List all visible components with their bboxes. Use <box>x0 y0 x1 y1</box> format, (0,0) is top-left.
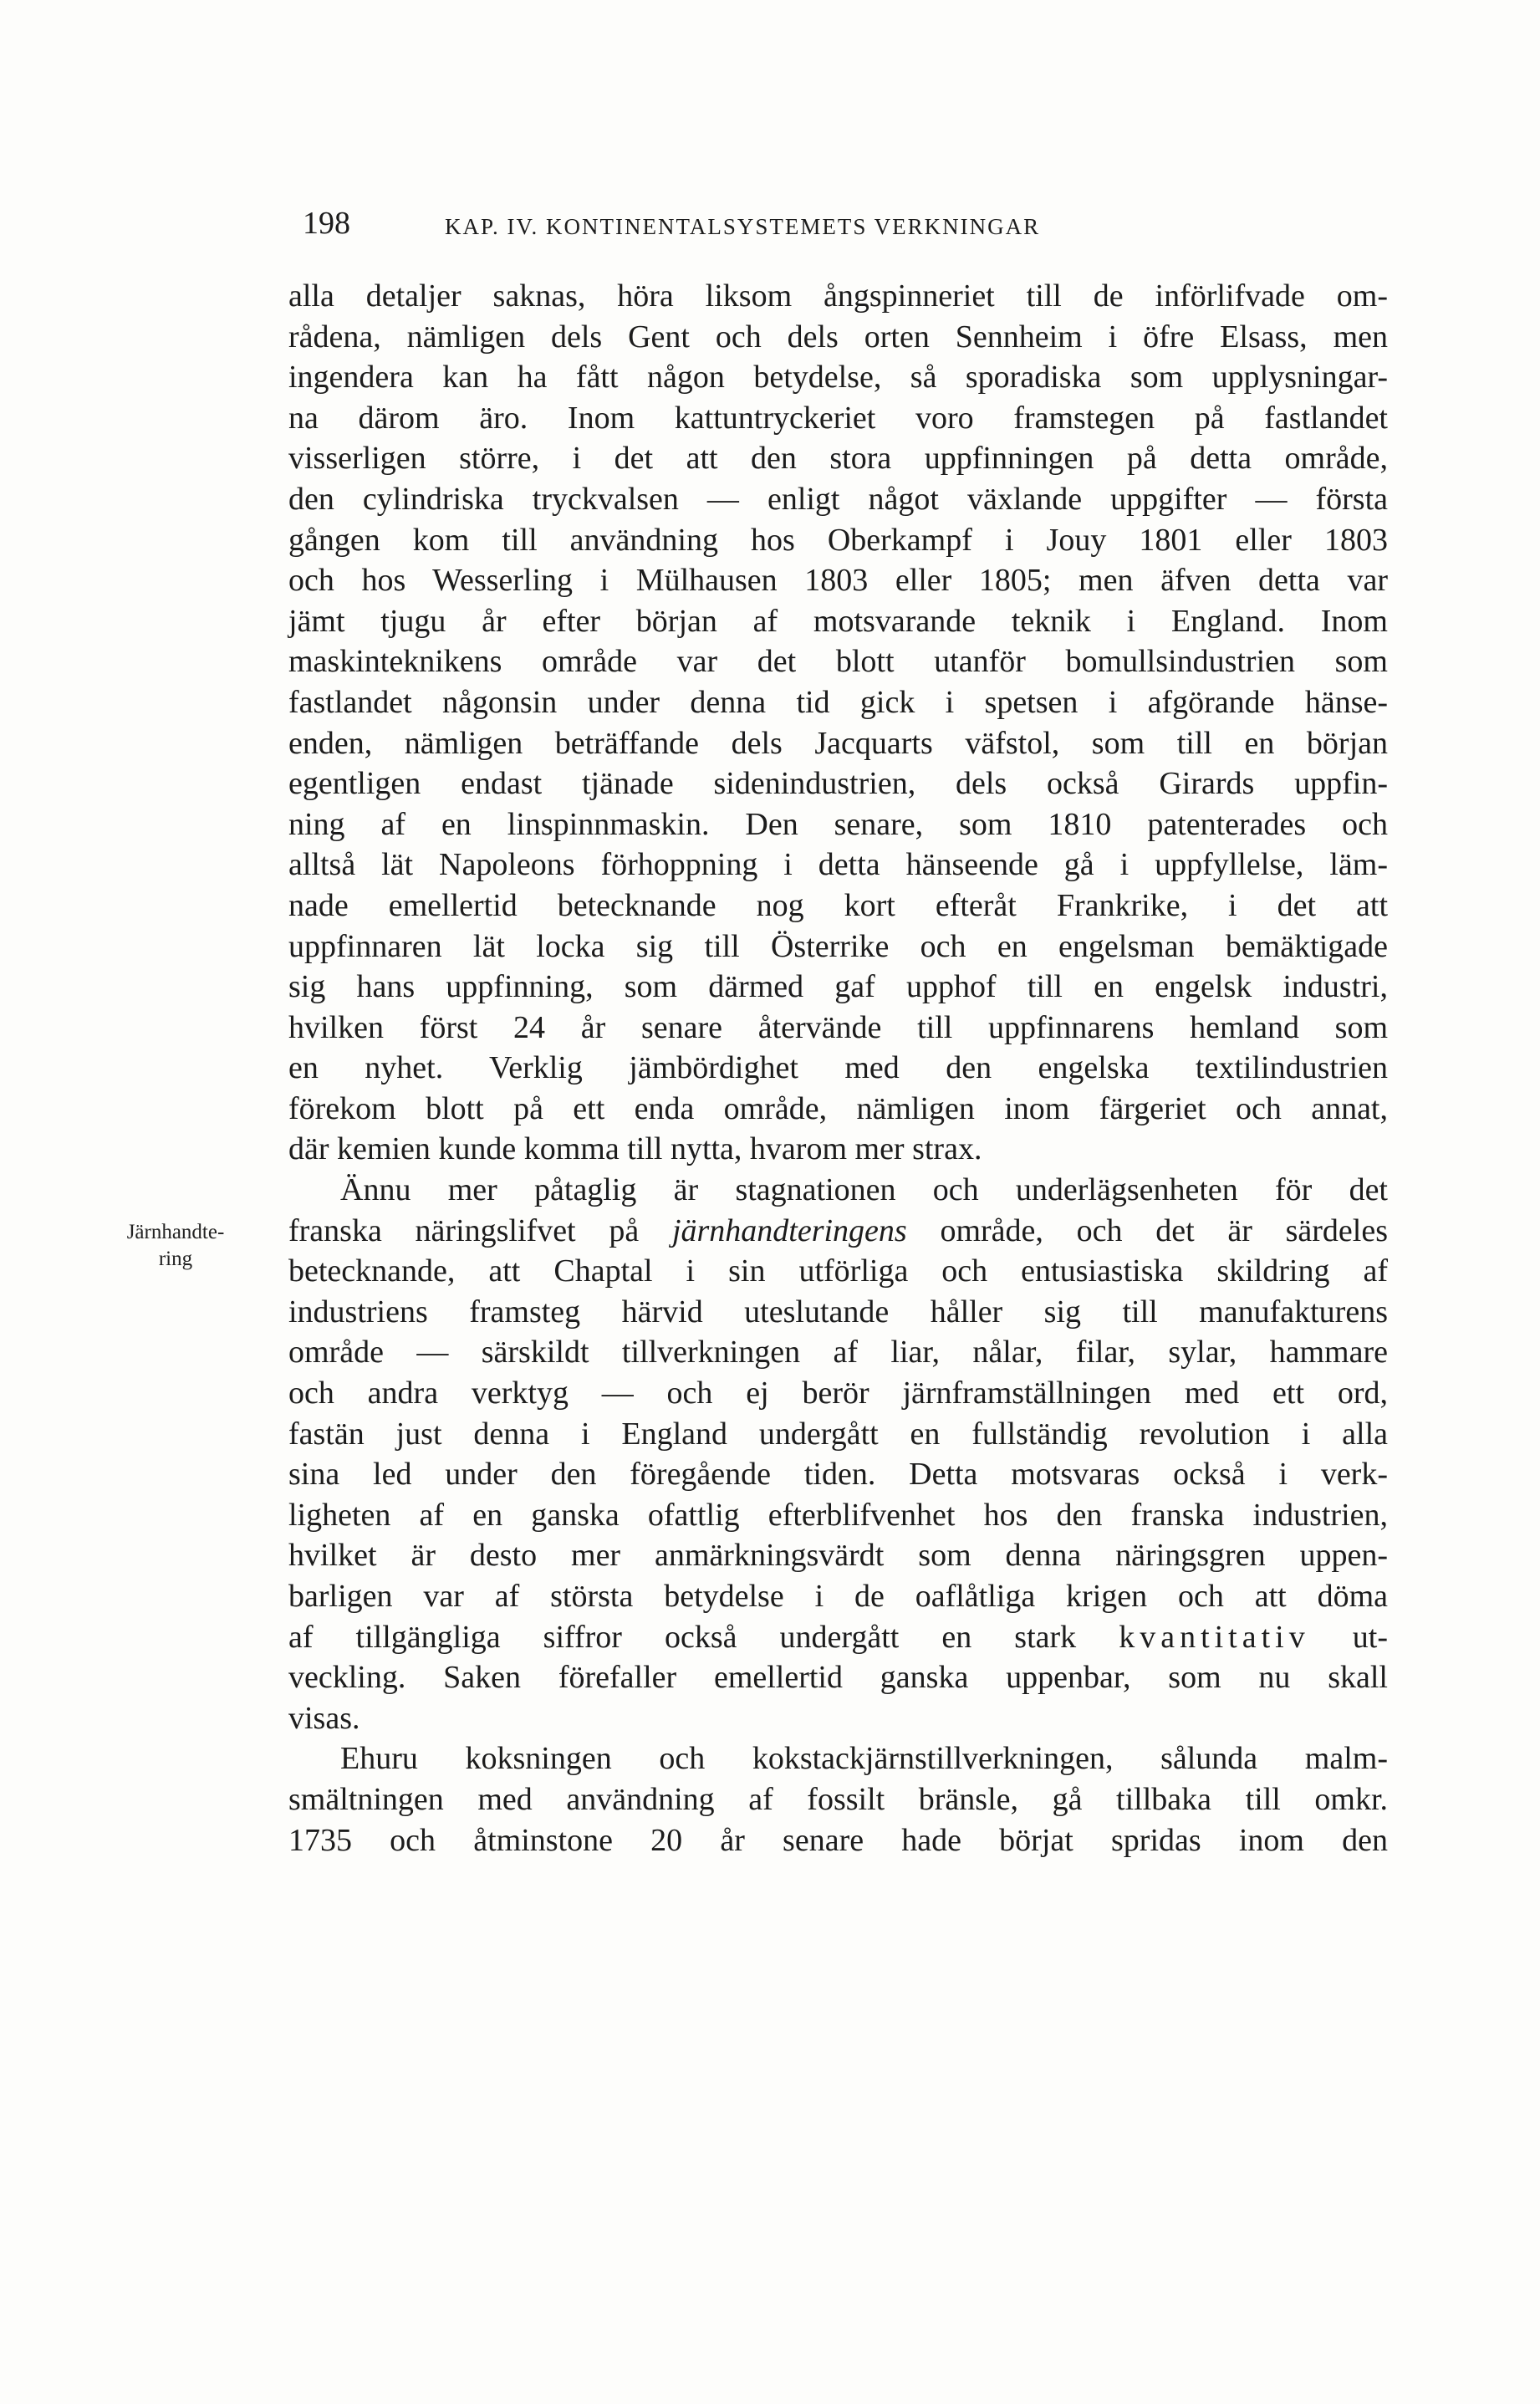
text-line: uppfinnaren lät locka sig till Österrike och en engelsman bemäktigade <box>288 928 1388 964</box>
text-line <box>288 1617 1388 1658</box>
text-line: visserligen större, i det att den stora uppfinningen på detta område, <box>288 441 1388 477</box>
text-line: och andra verktyg — och ej berör järnframställningen med ett ord, <box>288 1376 1388 1411</box>
text-line: den cylindriska tryckvalsen — enligt något växlande uppgifter — första <box>288 481 1388 517</box>
text-line: 1735 och åtminstone 20 år senare hade börjat spridas inom den <box>288 1822 1388 1858</box>
page-number: 198 <box>303 206 350 241</box>
text-run: af tillgängliga siffror också undergått en stark <box>288 1619 1119 1655</box>
spaced-term: kvantitativ <box>1119 1619 1310 1655</box>
text-line: industriens framsteg härvid uteslutande håller sig till manufakturens <box>288 1294 1388 1330</box>
text-line: gången kom till användning hos Oberkampf i Jouy 1801 eller 1803 <box>288 522 1388 558</box>
text-line: ingendera kan ha fått någon betydelse, så sporadiska som upplysningar- <box>288 360 1388 396</box>
text-line: förekom blott på ett enda område, nämligen inom färgeriet och annat, <box>288 1090 1388 1126</box>
text-line: jämt tjugu år efter början af motsvarande teknik i England. Inom <box>288 603 1388 639</box>
text-line: egentligen endast tjänade sidenindustrien, dels också Girards uppfin- <box>288 766 1388 802</box>
text-line <box>288 1211 1388 1252</box>
text-line: en nyhet. Verklig jämbördighet med den engelska textilindustrien <box>288 1050 1388 1086</box>
text-line: betecknande, att Chaptal i sin utförliga och entusiastiska skildring af <box>288 1253 1388 1289</box>
text-line: barligen var af största betydelse i de oaflåtliga krigen och att döma <box>288 1579 1388 1614</box>
running-head: KAP. IV. KONTINENTALSYSTEMETS VERKNINGAR <box>445 214 1041 239</box>
text-line: visas. <box>288 1700 360 1736</box>
text-line: där kemien kunde komma till nytta, hvarom mer strax. <box>288 1131 982 1167</box>
text-line: sina led under den föregående tiden. Detta motsvaras också i verk- <box>288 1457 1388 1493</box>
text-line: nade emellertid betecknande nog kort efteråt Frankrike, i det att <box>288 887 1388 923</box>
text-line: enden, nämligen beträffande dels Jacquarts väfstol, som till en början <box>288 725 1388 761</box>
text-run: område, och det är särdeles <box>906 1212 1388 1248</box>
text-line: na därom äro. Inom kattuntryckeriet voro framstegen på fastlandet <box>288 400 1388 436</box>
text-line: alltså lät Napoleons förhoppning i detta hänseende gå i uppfyllelse, läm- <box>288 847 1388 883</box>
marginal-note-line: Järnhandte- <box>126 1221 225 1243</box>
marginal-note <box>84 1219 268 1273</box>
text-line: område — särskildt tillverkningen af liar, nålar, filar, sylar, hammare <box>288 1335 1388 1370</box>
page-header <box>303 202 1406 244</box>
text-line: och hos Wesserling i Mülhausen 1803 eller 1805; men äfven detta var <box>288 563 1388 599</box>
marginal-note-line: ring <box>158 1248 193 1270</box>
text-line: rådena, nämligen dels Gent och dels orten Sennheim i öfre Elsass, men <box>288 319 1388 355</box>
text-run: ut- <box>1309 1619 1388 1655</box>
text-line: Ehuru koksningen och kokstackjärnstillverkningen, sålunda malm- <box>340 1741 1388 1777</box>
text-line: maskinteknikens område var det blott utanför bomullsindustrien som <box>288 644 1388 680</box>
text-line: ning af en linspinnmaskin. Den senare, som 1810 patenterades och <box>288 806 1388 842</box>
italic-term: järnhandteringens <box>671 1212 907 1248</box>
text-line: sig hans uppfinning, som därmed gaf upphof till en engelsk industri, <box>288 969 1388 1005</box>
text-line: veckling. Saken förefaller emellertid ganska uppenbar, som nu skall <box>288 1660 1388 1696</box>
text-line: hvilken först 24 år senare återvände till uppfinnarens hemland som <box>288 1009 1388 1045</box>
text-line: Ännu mer påtaglig är stagnationen och underlägsenheten för det <box>340 1172 1388 1208</box>
text-line: ligheten af en ganska ofattlig efterblifvenhet hos den franska industrien, <box>288 1497 1388 1533</box>
body-text <box>288 276 1388 1860</box>
text-run: franska näringslifvet på <box>288 1212 672 1248</box>
text-line: fastlandet någonsin under denna tid gick i spetsen i afgörande hänse- <box>288 684 1388 720</box>
text-line: fastän just denna i England undergått en fullständig revolution i alla <box>288 1416 1388 1452</box>
text-line: smältningen med användning af fossilt bränsle, gå tillbaka till omkr. <box>288 1781 1388 1817</box>
text-line: alla detaljer saknas, höra liksom ångspinneriet till de införlifvade om- <box>288 278 1388 314</box>
text-line: hvilket är desto mer anmärkningsvärdt som denna näringsgren uppen- <box>288 1538 1388 1574</box>
